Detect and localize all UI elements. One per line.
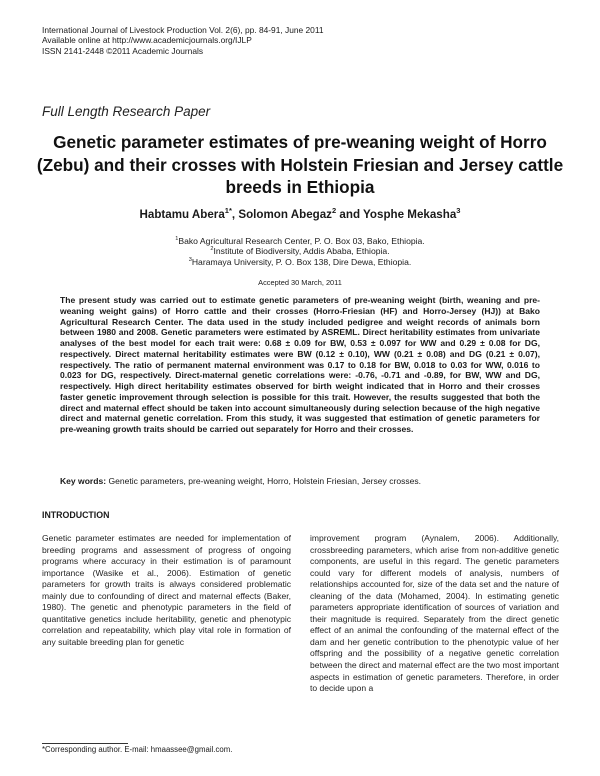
author-name: Solomon Abegaz xyxy=(238,208,332,221)
keywords-label: Key words: xyxy=(60,476,107,486)
journal-issn: ISSN 2141-2448 ©2011 Academic Journals xyxy=(42,45,204,56)
author-affiliation-mark: 1* xyxy=(224,206,232,216)
affiliation-text: Haramaya University, P. O. Box 138, Dire Dewa, Ethiopia. xyxy=(191,256,412,267)
author-separator: , xyxy=(231,208,239,221)
affiliation-text: Institute of Biodiversity, Addis Ababa, Ethiopia. xyxy=(213,246,390,257)
abstract: The present study was carried out to estimate genetic parameters of pre-weaning weight (birth, weaning and pre-weaning weight gains) of Horro cattle and their crosses (Horro-Friesian (HF) and Horro-Jersey (HJ)) at Bako Agricultural Research Center. The data used in the study included pedigree and weight records of animals born between 1980 and 2008. Genetic parameters were estimated by ASREML. Direct heritability estimates from univariate analyses of the best model for each trait were: 0.68 ± 0.09 for BW, 0.53 ± 0.097 for WW and 0.29 ± 0.08 for DG, respectively. Direct maternal heritability estimates were BW (0.12 ± 0.10), WW (0.21 ± 0.08) and DG (0.21 ± 0.07), respectively. The ratio of permanent maternal environment was 0.17 to 0.18 for BW, 0.018 to 0.03 for WW, 0.016 to 0.023 for DG, respectively. Direct-maternal genetic correlations were: -0.76, -0.71 and -0.89, for BW, WW and DG, respectively. High direct heritability estimates observed for birth weight indicated that in Horro and their crosses faster genetic improvement through selection is possible for this trait. However, the results suggested that both the direct and maternal effect should be taken into account simultaneously during selection because of the high negative direct and maternal genetic correlation. From this study, it was suggested that estimation of genetic parameters for pre-weaning growth traits should be carried out separately for Horro and their crosses. xyxy=(60,295,540,434)
author-name: Yosphe Mekasha xyxy=(363,208,457,221)
introduction-column-right: improvement program (Aynalem, 2006). Additionally, crossbreeding parameters, which arise from non-additive genetic components, are useful in this regard. The genetic parameters could vary for different models of analysis, numbers of relationships accounted for, size of the data set and the nature of cleaning of the data (Mohamed, 2004). In estimating genetic parameters appropriate identification of sources of variation and their magnitude is required. Separately from the direct genetic effect of an animal the confounding of the maternal effect of the dam and her genetic contribution to the phenotypic value of her offspring and the possibility of a negative genetic correlation between the direct and maternal effect are the two most important aspects in estimation of genetic parameters. Therefore, in order to decide upon a xyxy=(310,533,559,694)
journal-header xyxy=(42,25,324,56)
affiliation-text: Bako Agricultural Research Center, P. O. Box 03, Bako, Ethiopia. xyxy=(178,236,425,246)
affiliation xyxy=(0,257,600,267)
author-name: Habtamu Abera xyxy=(139,208,225,221)
section-heading-introduction: INTRODUCTION xyxy=(42,510,110,520)
keywords xyxy=(60,476,540,487)
paper-title: Genetic parameter estimates of pre-weaning weight of Horro (Zebu) and their crosses with Holstein Friesian and Jersey cattle breeds in Ethiopia xyxy=(36,132,564,197)
footnote-divider xyxy=(42,743,128,744)
author-separator: and xyxy=(336,208,364,221)
paper-type: Full Length Research Paper xyxy=(42,104,211,119)
introduction-column-left: Genetic parameter estimates are needed for implementation of breeding programs and assessment of progress of ongoing programs where accuracy in their estimation is of paramount importance (Wasike et al., 2006). Estimation of genetic parameters for growth traits is always considered problematic mainly due to confounding of direct and maternal effects (Baker, 1980). The genetic and phenotypic parameters in the field of quantitative genetics include heritability, genetic and phenotypic correlation and repeatability, which play vital role in formation of any suitable breeding plan for genetic xyxy=(42,533,291,647)
affiliation xyxy=(0,246,600,256)
keywords-text: Genetic parameters, pre-weaning weight, Horro, Holstein Friesian, Jersey crosses. xyxy=(106,476,422,486)
author-list xyxy=(0,208,600,221)
corresponding-author-footnote: *Corresponding author. E-mail: hmaassee@gmail.com. xyxy=(42,745,233,754)
affiliation-number: 3 xyxy=(188,256,192,263)
author-affiliation-mark: 3 xyxy=(456,206,461,216)
affiliation xyxy=(0,236,600,246)
affiliation-number: 2 xyxy=(210,246,214,253)
affiliation-number: 1 xyxy=(175,236,179,243)
affiliations xyxy=(0,236,600,267)
accepted-date: Accepted 30 March, 2011 xyxy=(258,278,342,287)
author-affiliation-mark: 2 xyxy=(331,206,337,216)
journal-url: Available online at http://www.academicjournals.org/IJLP xyxy=(42,35,252,46)
journal-citation: International Journal of Livestock Production Vol. 2(6), pp. 84-91, June 2011 xyxy=(42,25,324,35)
